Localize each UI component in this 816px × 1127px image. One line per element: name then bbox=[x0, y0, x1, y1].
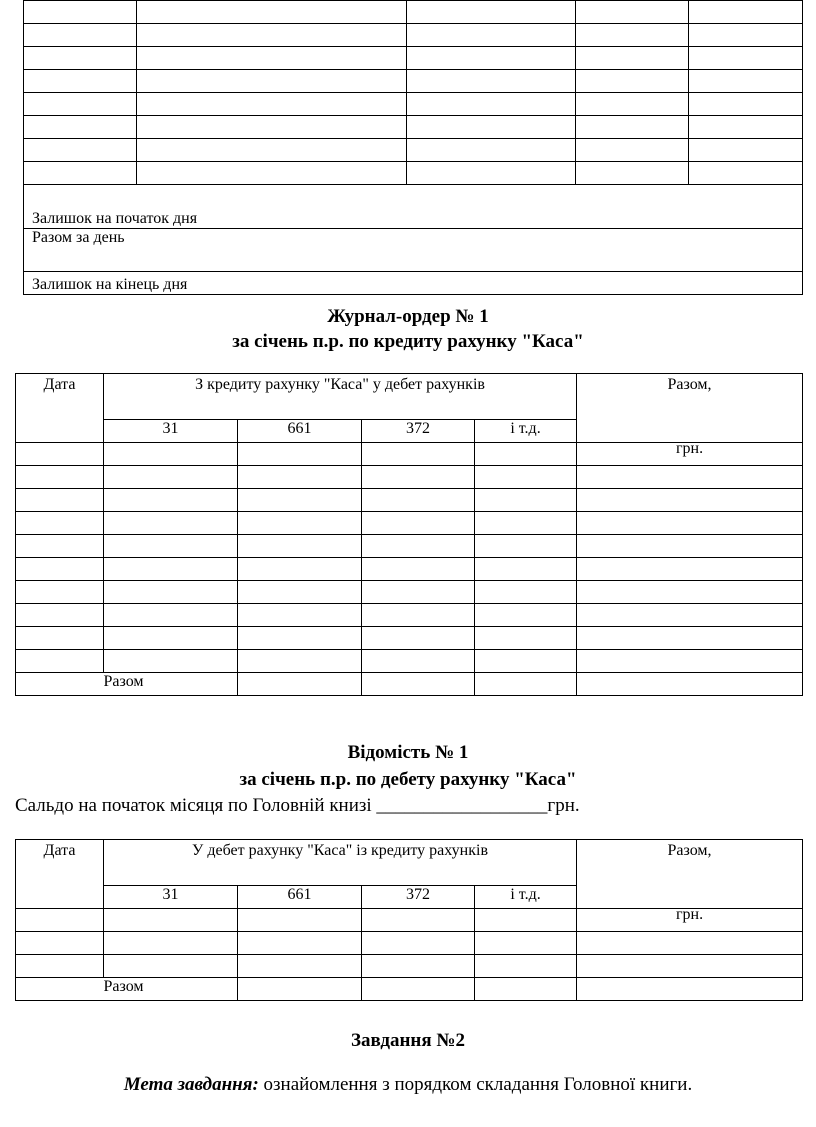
table-cell bbox=[475, 512, 577, 535]
table-cell bbox=[577, 489, 803, 512]
table-cell bbox=[362, 489, 475, 512]
table-cell bbox=[238, 955, 362, 978]
table-cell bbox=[137, 139, 407, 162]
table-cell bbox=[238, 489, 362, 512]
table-cell bbox=[238, 443, 362, 466]
table-cell bbox=[577, 604, 803, 627]
table-cell bbox=[238, 627, 362, 650]
table-cell bbox=[238, 535, 362, 558]
table-cell bbox=[475, 909, 577, 932]
table-cell bbox=[577, 932, 803, 955]
table-cell bbox=[104, 443, 238, 466]
task-goal-label: Мета завдання: bbox=[123, 1074, 259, 1095]
account-header: 661 bbox=[238, 420, 362, 443]
table-cell bbox=[238, 909, 362, 932]
sum-cell bbox=[475, 673, 577, 696]
table-cell bbox=[238, 650, 362, 673]
table-cell bbox=[475, 581, 577, 604]
table-row bbox=[24, 116, 803, 139]
table-cell bbox=[475, 650, 577, 673]
table-cell bbox=[689, 1, 803, 24]
table-cell bbox=[16, 604, 104, 627]
table-cell bbox=[104, 535, 238, 558]
table-cell bbox=[104, 932, 238, 955]
table-cell bbox=[475, 443, 577, 466]
table-cell bbox=[24, 116, 137, 139]
table-cell bbox=[577, 535, 803, 558]
ledger-subtitle: за січень п.р. по дебету рахунку "Каса" bbox=[239, 769, 577, 790]
table-cell bbox=[137, 116, 407, 139]
table-cell bbox=[475, 955, 577, 978]
table-row bbox=[16, 535, 803, 558]
table-cell bbox=[576, 24, 689, 47]
table-cell bbox=[577, 558, 803, 581]
table-cell bbox=[104, 466, 238, 489]
table-cell bbox=[475, 489, 577, 512]
ledger-title: Відомість № 1 bbox=[347, 742, 469, 763]
column-date-header: Дата bbox=[16, 374, 104, 443]
task-goal-text: ознайомлення з порядком складання Головної книги. bbox=[258, 1074, 693, 1095]
sum-cell bbox=[577, 673, 803, 696]
table-row bbox=[24, 139, 803, 162]
balance-start-cell: Залишок на початок дня bbox=[24, 185, 803, 229]
table-cell bbox=[475, 604, 577, 627]
table-cell bbox=[24, 139, 137, 162]
table-cell bbox=[475, 627, 577, 650]
table-row bbox=[16, 627, 803, 650]
table-cell bbox=[16, 489, 104, 512]
table-cell bbox=[576, 93, 689, 116]
table-cell bbox=[16, 466, 104, 489]
sum-cell bbox=[577, 978, 803, 1001]
account-header: 661 bbox=[238, 886, 362, 909]
table-cell bbox=[16, 558, 104, 581]
table-cell bbox=[104, 581, 238, 604]
table-cell bbox=[16, 512, 104, 535]
table-cell bbox=[362, 512, 475, 535]
total-day-cell: Разом за день bbox=[24, 229, 803, 272]
column-total-unit: грн. bbox=[675, 906, 704, 923]
table-cell bbox=[362, 909, 475, 932]
table-cell bbox=[407, 24, 576, 47]
sum-cell bbox=[238, 673, 362, 696]
account-header: 31 bbox=[104, 420, 238, 443]
account-header: 372 bbox=[362, 420, 475, 443]
table-cell bbox=[24, 162, 137, 185]
sum-row-label: Разом bbox=[104, 673, 238, 696]
table-cell bbox=[362, 581, 475, 604]
table-cell bbox=[576, 1, 689, 24]
account-header: і т.д. bbox=[475, 886, 577, 909]
table-cell bbox=[238, 466, 362, 489]
table-row bbox=[24, 93, 803, 116]
journal-subtitle: за січень п.р. по кредиту рахунку "Каса" bbox=[232, 331, 584, 352]
column-group-header: У дебет рахунку "Каса" із кредиту рахунків bbox=[104, 840, 577, 886]
table-cell bbox=[362, 627, 475, 650]
journal-order-table bbox=[15, 373, 803, 696]
column-total-header bbox=[577, 374, 803, 457]
table-cell bbox=[577, 512, 803, 535]
ledger-table bbox=[15, 839, 803, 1001]
table-cell bbox=[362, 604, 475, 627]
table-cell bbox=[407, 139, 576, 162]
table-cell bbox=[475, 535, 577, 558]
table-cell bbox=[238, 512, 362, 535]
table-cell bbox=[362, 443, 475, 466]
table-cell bbox=[475, 466, 577, 489]
account-header: 372 bbox=[362, 886, 475, 909]
table-row bbox=[24, 229, 803, 272]
table-cell bbox=[577, 581, 803, 604]
table-cell bbox=[576, 116, 689, 139]
table-cell bbox=[104, 604, 238, 627]
journal-title: Журнал-ордер № 1 bbox=[327, 306, 489, 327]
table-cell bbox=[407, 47, 576, 70]
table-cell bbox=[238, 581, 362, 604]
table-cell bbox=[362, 932, 475, 955]
sum-row-empty bbox=[16, 978, 104, 1001]
sum-row-empty bbox=[16, 673, 104, 696]
column-date-header: Дата bbox=[16, 840, 104, 909]
table-cell bbox=[16, 932, 104, 955]
table-cell bbox=[577, 955, 803, 978]
table-row bbox=[24, 47, 803, 70]
sum-row-label: Разом bbox=[104, 978, 238, 1001]
table-row bbox=[16, 581, 803, 604]
table-cell bbox=[577, 650, 803, 673]
table-cell bbox=[577, 466, 803, 489]
table-row bbox=[24, 272, 803, 295]
table-cell bbox=[407, 1, 576, 24]
table-cell bbox=[137, 1, 407, 24]
sum-cell bbox=[475, 978, 577, 1001]
table-row bbox=[24, 70, 803, 93]
table-cell bbox=[689, 116, 803, 139]
table-cell bbox=[104, 512, 238, 535]
table-cell bbox=[24, 1, 137, 24]
table-cell bbox=[24, 47, 137, 70]
column-total-label: Разом, bbox=[667, 842, 712, 859]
table-row bbox=[24, 162, 803, 185]
table-cell bbox=[16, 535, 104, 558]
table-cell bbox=[362, 535, 475, 558]
table-cell bbox=[689, 162, 803, 185]
table-row bbox=[16, 932, 803, 955]
table-cell bbox=[362, 650, 475, 673]
cash-book-table bbox=[23, 0, 803, 295]
table-cell bbox=[137, 93, 407, 116]
sum-cell bbox=[362, 978, 475, 1001]
table-cell bbox=[407, 93, 576, 116]
table-cell bbox=[16, 955, 104, 978]
sum-cell bbox=[238, 978, 362, 1001]
column-group-header: З кредиту рахунку "Каса" у дебет рахунків bbox=[104, 374, 577, 420]
column-total-header bbox=[577, 840, 803, 923]
opening-balance-line: Сальдо на початок місяця по Головній книзі __________________грн. bbox=[15, 795, 580, 816]
table-cell bbox=[238, 558, 362, 581]
table-cell bbox=[104, 650, 238, 673]
table-cell bbox=[104, 909, 238, 932]
table-cell bbox=[577, 627, 803, 650]
table-row bbox=[24, 1, 803, 24]
table-cell bbox=[407, 162, 576, 185]
column-total-unit: грн. bbox=[675, 440, 704, 457]
table-cell bbox=[475, 558, 577, 581]
table-cell bbox=[407, 70, 576, 93]
task-goal bbox=[0, 1074, 816, 1096]
table-cell bbox=[137, 24, 407, 47]
table-row bbox=[24, 24, 803, 47]
balance-end-cell: Залишок на кінець дня bbox=[24, 272, 803, 295]
table-cell bbox=[238, 932, 362, 955]
table-row bbox=[16, 604, 803, 627]
table-cell bbox=[576, 47, 689, 70]
account-header: і т.д. bbox=[475, 420, 577, 443]
table-cell bbox=[104, 955, 238, 978]
table-row bbox=[16, 489, 803, 512]
table-cell bbox=[24, 24, 137, 47]
table-cell bbox=[16, 650, 104, 673]
table-row bbox=[16, 558, 803, 581]
table-cell bbox=[362, 558, 475, 581]
table-cell bbox=[362, 955, 475, 978]
column-total-label: Разом, bbox=[667, 376, 712, 393]
table-cell bbox=[689, 47, 803, 70]
table-cell bbox=[475, 932, 577, 955]
table-cell bbox=[137, 162, 407, 185]
table-row bbox=[16, 955, 803, 978]
table-cell bbox=[16, 581, 104, 604]
table-cell bbox=[16, 443, 104, 466]
table-row bbox=[16, 512, 803, 535]
table-row bbox=[24, 185, 803, 229]
table-cell bbox=[137, 70, 407, 93]
table-cell bbox=[104, 558, 238, 581]
table-cell bbox=[576, 139, 689, 162]
table-cell bbox=[104, 627, 238, 650]
table-cell bbox=[689, 70, 803, 93]
table-cell bbox=[576, 70, 689, 93]
table-cell bbox=[362, 466, 475, 489]
table-row bbox=[16, 466, 803, 489]
task-title: Завдання №2 bbox=[351, 1030, 465, 1051]
table-cell bbox=[576, 162, 689, 185]
table-cell bbox=[137, 47, 407, 70]
table-row bbox=[16, 650, 803, 673]
sum-cell bbox=[362, 673, 475, 696]
table-cell bbox=[24, 93, 137, 116]
table-cell bbox=[407, 116, 576, 139]
table-cell bbox=[689, 139, 803, 162]
table-cell bbox=[16, 909, 104, 932]
account-header: 31 bbox=[104, 886, 238, 909]
table-cell bbox=[689, 24, 803, 47]
table-cell bbox=[238, 604, 362, 627]
table-cell bbox=[24, 70, 137, 93]
table-cell bbox=[689, 93, 803, 116]
table-cell bbox=[104, 489, 238, 512]
table-cell bbox=[16, 627, 104, 650]
